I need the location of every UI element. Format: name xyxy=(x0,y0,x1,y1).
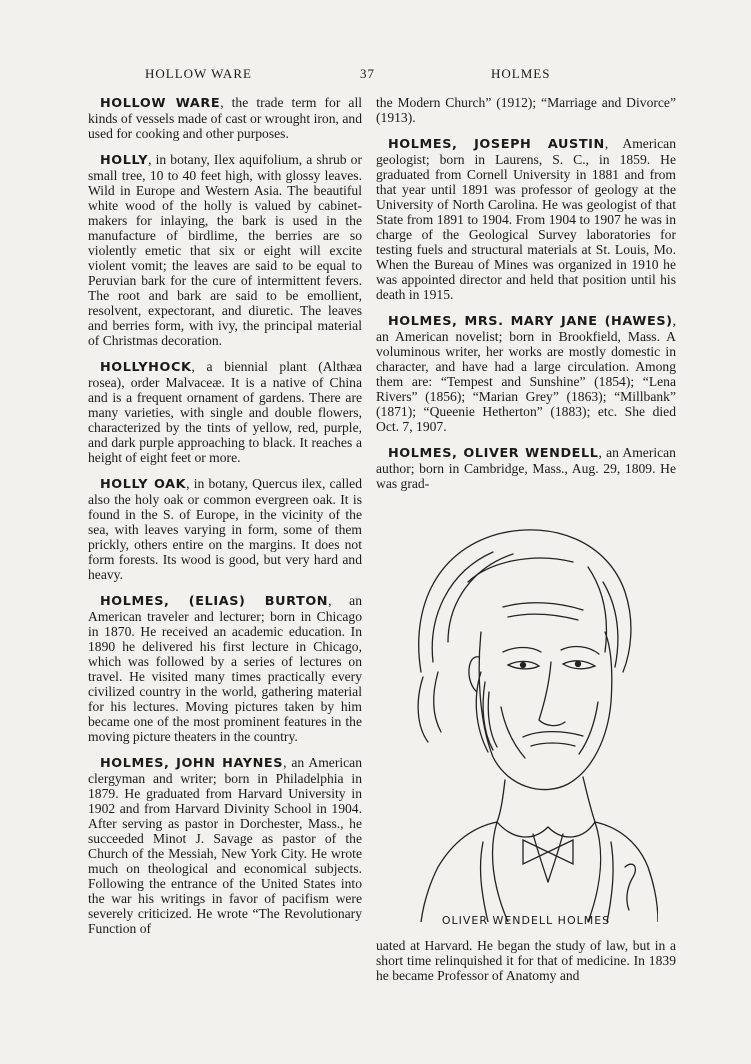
entry-holmes-burton xyxy=(88,593,362,744)
entry-headword: HOLMES, JOSEPH AUSTIN xyxy=(388,137,605,152)
portrait-sketch xyxy=(393,522,658,922)
entry-headword: HOLMES, MRS. MARY JANE (HAWES) xyxy=(388,314,673,329)
entry-headword: HOLMES, JOHN HAYNES xyxy=(100,756,284,771)
header-left-guide-word: HOLLOW WARE xyxy=(145,66,252,81)
entry-continuation: the Modern Church” (1912); “Marriage and Divorce” (1913). xyxy=(376,95,676,125)
header-right-guide-word: HOLMES xyxy=(491,66,551,81)
portrait-caption: OLIVER WENDELL HOLMES xyxy=(441,914,611,927)
entry-text: , American geologist; born in Laurens, S. C., in 1859. He graduated from Cornell University in 1881 and from that year until 1891 was professor of geology at the University of North Carolina. He was geologist of that State from 1891 to 1904. From 1904 to 1907 he was in charge of the Geological Survey laboratories for testing fuels and structural materials at St. Louis, Mo. When the Bureau of Mines was organized in 1910 he was appointed director and held that position until his death in 1915. xyxy=(376,136,676,302)
entry-holmes-oliver-wendell xyxy=(376,445,676,491)
entry-text: , in botany, Quercus ilex, called also the holy oak or common evergreen oak. It is found in the S. of Europe, in the vicinity of the sea, with leaves varying in form, some of them prickly, others entire on the margins. It does not form forests. Its wood is good, but very hard and heavy. xyxy=(88,476,362,582)
entry-headword: HOLLY xyxy=(100,153,149,168)
portrait-illustration xyxy=(393,522,658,922)
entry-headword: HOLLY OAK xyxy=(100,477,187,492)
entry-holmes-john-haynes xyxy=(88,755,362,936)
entry-headword: HOLLOW WARE xyxy=(100,96,221,111)
entry-holmes-joseph-austin xyxy=(376,136,676,302)
page-number: 37 xyxy=(360,66,375,81)
entry-holmes-mary-jane xyxy=(376,313,676,434)
entry-text: , an American novelist; born in Brookfield, Mass. A voluminous writer, her works are mostly domestic in character, and have had a large circulation. Among them are: “Tempest and Sunshine” (1854); “Lena Rivers” (1856); “Marian Grey” (1863); “Millbank” (1871); “Queenie Hetherton” (1883); etc. She died Oct. 7, 1907. xyxy=(376,313,676,434)
entry-text: , the trade term for all kinds of vessels made of cast or wrought iron, and used for cooking and other purposes. xyxy=(88,95,363,141)
entry-headword: HOLMES, (ELIAS) BURTON xyxy=(100,594,329,609)
running-header xyxy=(0,66,751,86)
entry-hollow-ware xyxy=(88,95,362,141)
entry-holly-oak xyxy=(88,476,362,582)
entry-text: , in botany, Ilex aquifolium, a shrub or small tree, 10 to 40 feet high, with glossy leaves. Wild in Europe and Western Asia. The beautiful white wood of the holly is valued by cabinet-makers for inlaying, the bark is used in the manufacture of birdlime, the berries are so violently emetic that six or eight will excite violent vomit; the leaves are said to be equal to Peruvian bark for the cure of intermittent fevers. The root and bark are said to be emollient, resolvent, expectorant, and diuretic. The leaves and berries form, with ivy, the principal material of Christmas decoration. xyxy=(88,152,362,348)
left-column xyxy=(88,95,362,947)
entry-holly xyxy=(88,152,362,348)
entry-text: , an American traveler and lecturer; born in Chicago in 1870. He received an academic education. In 1890 he delivered his first lecture in Chicago, which was followed by a series of lectures on travel. He visited many times practically every civilized country in the world, gathering material for his lectures. Moving pictures taken by him became one of the most prominent features in the moving picture theaters in the country. xyxy=(88,593,362,744)
right-column xyxy=(376,95,676,502)
entry-headword: HOLMES, OLIVER WENDELL xyxy=(388,446,599,461)
entry-hollyhock xyxy=(88,359,362,465)
entry-text: , a biennial plant (Althæa rosea), order Malvaceæ. It is a native of China and is a frequent ornament of gardens. There are many varieties, with single and double flowers, characterized by the tints of yellow, red, purple, and dark purple approaching to black. It reaches a height of eight feet or more. xyxy=(88,359,362,465)
entry-headword: HOLLYHOCK xyxy=(100,360,192,375)
entry-holmes-oliver-wendell-continued: uated at Harvard. He began the study of law, but in a short time relinquished it for that of medicine. In 1839 he became Professor of Anatomy and xyxy=(376,938,676,983)
entry-text: , an American author; born in Cambridge, Mass., Aug. 29, 1809. He was grad- xyxy=(376,445,676,491)
entry-text: , an American clergyman and writer; born in Philadelphia in 1879. He graduated from Harvard University in 1902 and from Harvard Divinity School in 1904. After serving as pastor in Dorchester, Mass., he succeeded Minot J. Savage as pastor of the Church of the Messiah, New York City. He wrote much on theological and economical subjects. Following the entrance of the United States into the war his writings in favor of pacifism were severely criticized. He wrote “The Revolutionary Function of xyxy=(88,755,362,936)
